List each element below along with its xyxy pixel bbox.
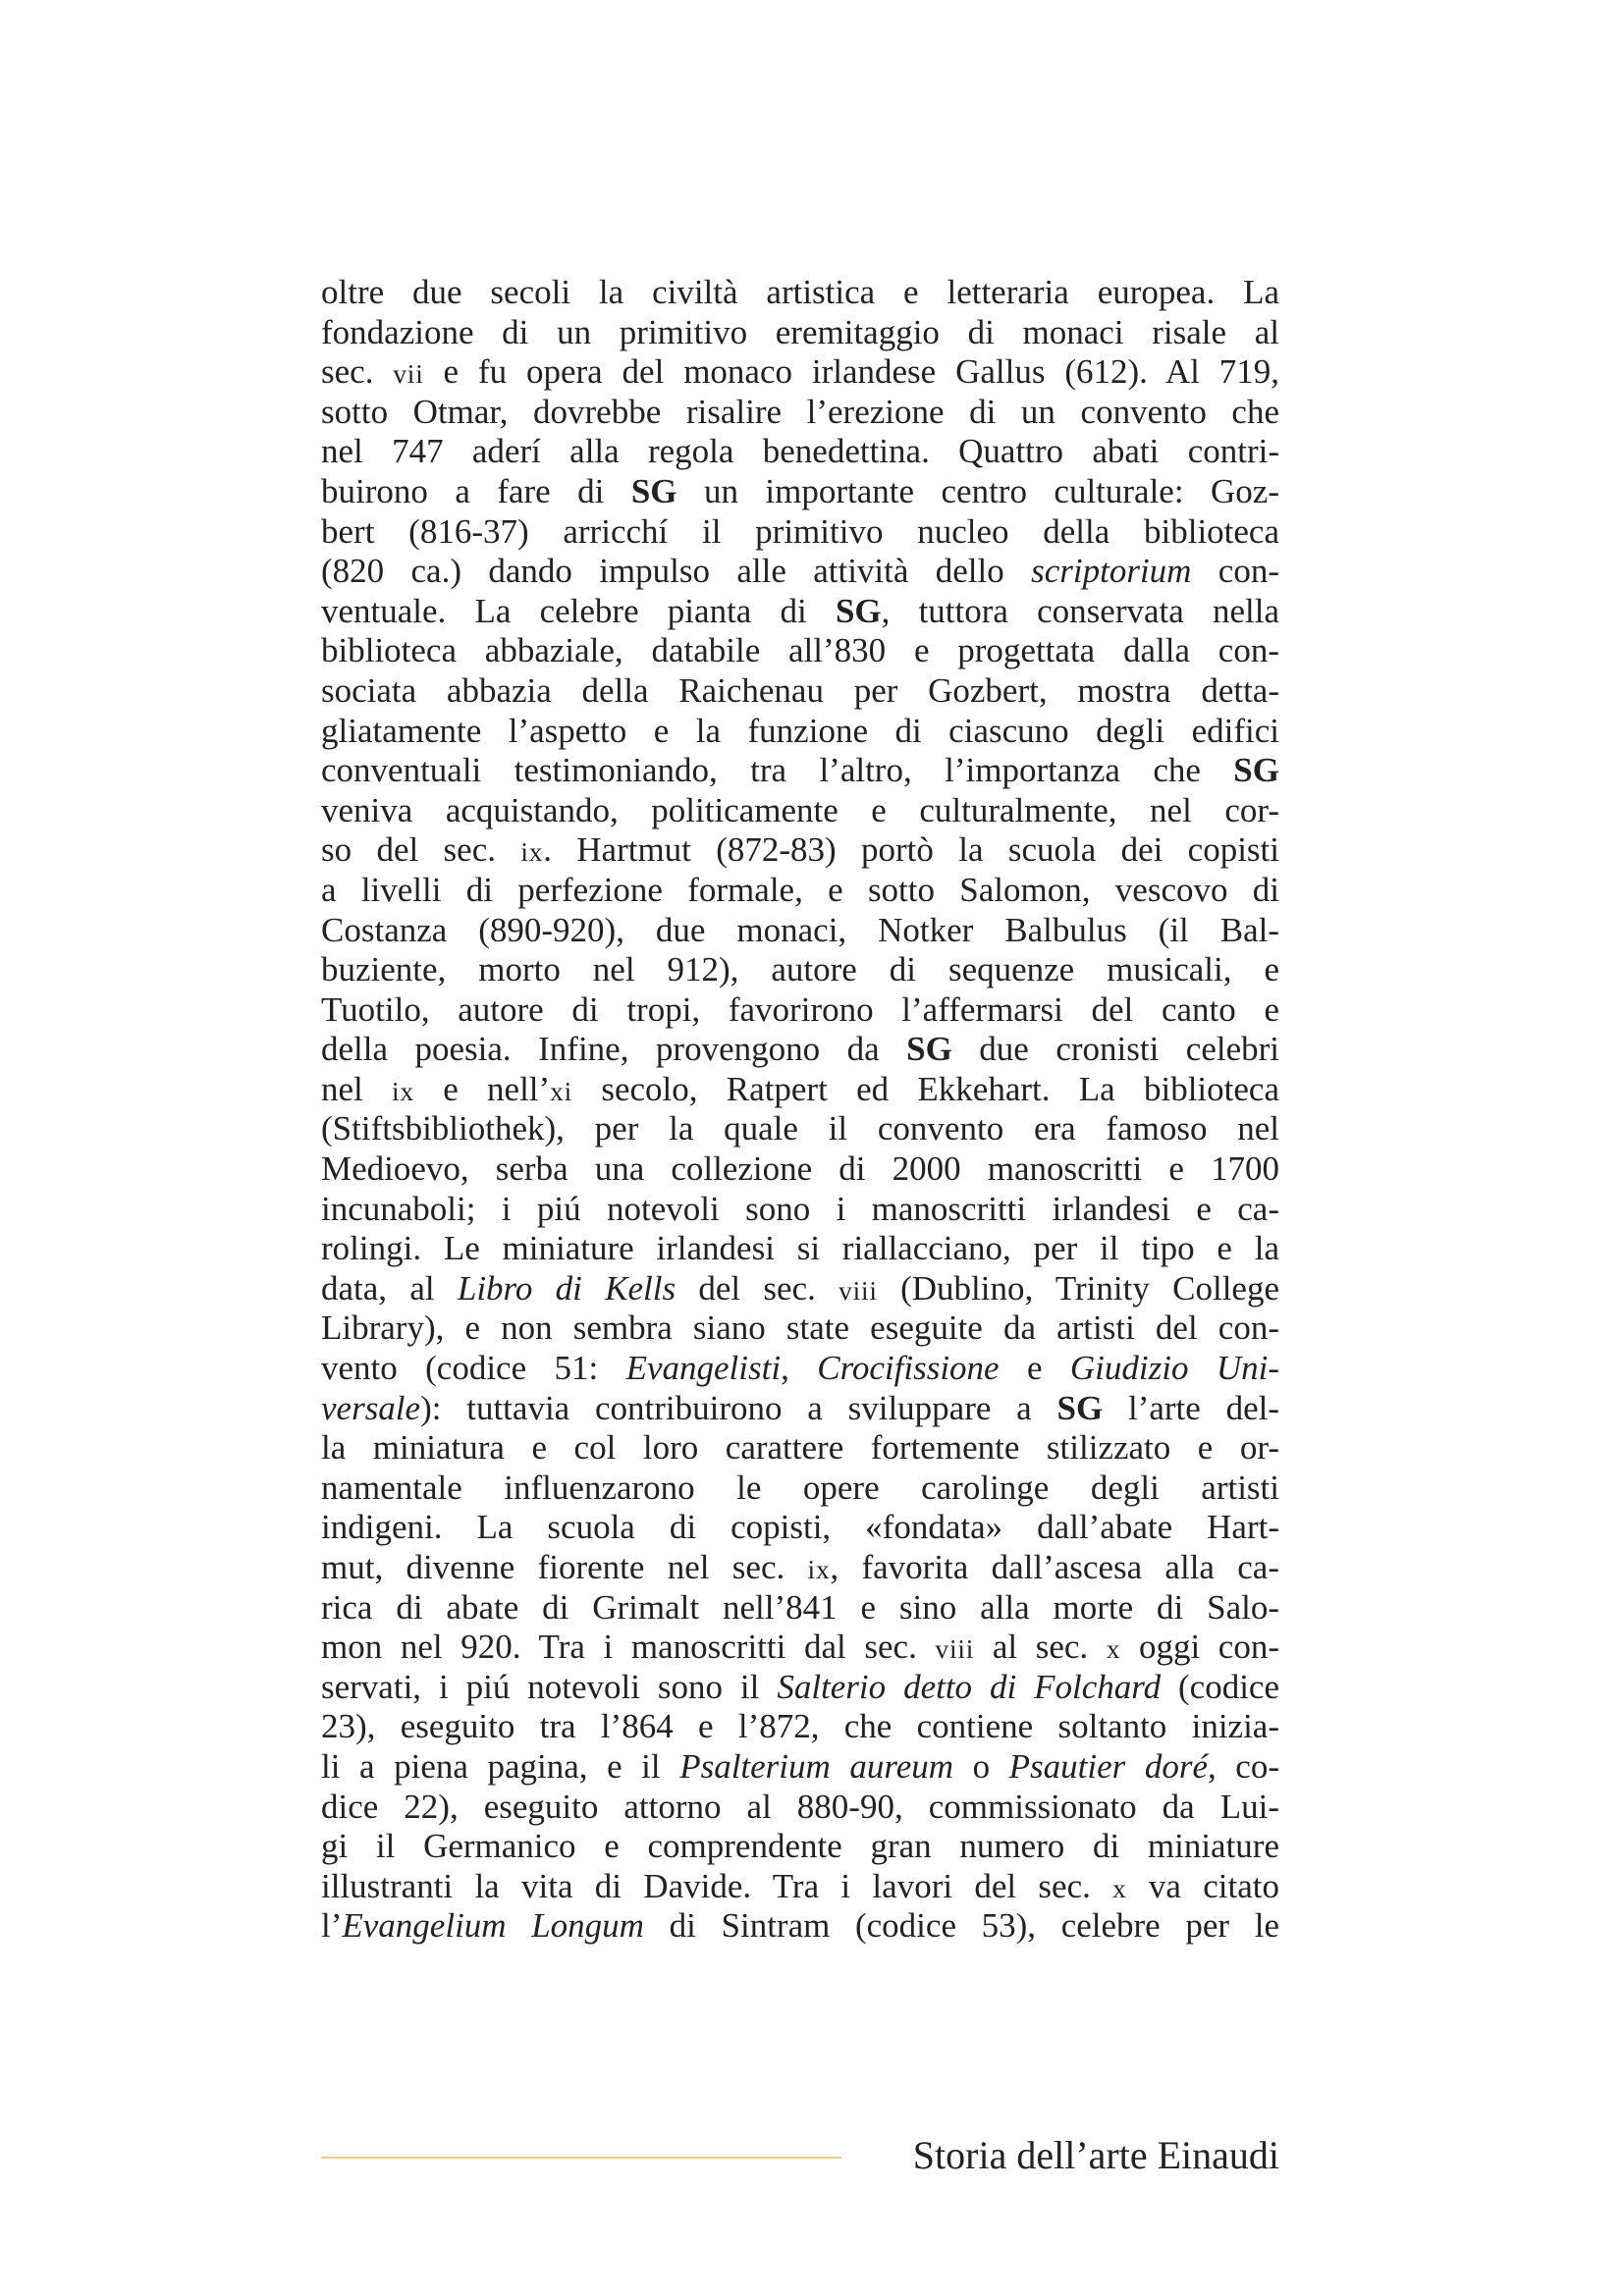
text-bold-abbrev: SG (1056, 1388, 1104, 1427)
footer-divider (321, 2157, 841, 2159)
text-line (321, 1428, 1279, 1468)
text-line (321, 871, 1279, 911)
text-italic-title: Crocifissione (817, 1349, 1000, 1388)
text-run: nel 747 aderí alla regola benedettina. Quattro abati contri- (321, 432, 1279, 471)
text-run: sotto Otmar, dovrebbe risalire l’erezione di un convento che (321, 392, 1279, 431)
text-line (321, 432, 1279, 472)
text-line (321, 393, 1279, 433)
text-run: (codice (1161, 1667, 1279, 1706)
text-bold-abbrev: SG (835, 591, 882, 630)
text-italic-title: Giudizio Uni- (1069, 1349, 1279, 1388)
footer-publication-title: Storia dell’arte Einaudi (912, 2133, 1279, 2177)
text-run: la miniatura e col loro carattere fortemente stilizzato e or- (321, 1428, 1279, 1468)
text-run: va citato (1126, 1866, 1279, 1905)
text-line (321, 352, 1279, 393)
text-line (321, 1229, 1279, 1269)
text-run: Tuotilo, autore di tropi, favorirono l’affermarsi del canto e (321, 989, 1279, 1029)
text-run: l’ (321, 1906, 343, 1946)
text-roman-numeral: ix (520, 837, 544, 868)
text-line (321, 273, 1279, 313)
text-line (321, 1588, 1279, 1629)
text-line (321, 1747, 1279, 1788)
text-line (321, 990, 1279, 1031)
text-bold-abbrev: SG (630, 471, 677, 510)
text-run: un importante centro culturale: Goz- (676, 471, 1279, 510)
text-run: incunaboli; i piú notevoli sono i manoscritti irlandesi e ca- (321, 1189, 1279, 1228)
text-run: del sec. (676, 1268, 839, 1308)
text-roman-numeral: viii (839, 1275, 878, 1306)
text-italic-title: Evangelium Longum (342, 1906, 644, 1946)
text-run: biblioteca abbaziale, databile all’830 e progettata dalla con- (321, 631, 1279, 670)
text-line (321, 1149, 1279, 1190)
text-line (321, 1468, 1279, 1509)
text-run: so del sec. (321, 830, 521, 870)
text-run: Medioevo, serba una collezione di 2000 manoscritti e 1700 (321, 1149, 1279, 1189)
text-run: li a piena pagina, e il (321, 1746, 680, 1786)
text-line (321, 911, 1279, 951)
body-text-column (321, 273, 1279, 1947)
text-run: di Sintram (codice 53), celebre per le (643, 1906, 1279, 1946)
text-line (321, 592, 1279, 632)
text-run: bert (816-37) arricchí il primitivo nucleo della biblioteca (321, 511, 1279, 551)
text-line (321, 1906, 1279, 1947)
text-run: , tuttora conservata nella (881, 591, 1279, 630)
text-run: ): tuttavia contribuirono a sviluppare a (420, 1388, 1057, 1427)
text-run: (Dublino, Trinity College (877, 1268, 1279, 1308)
text-italic-title: scriptorium (1031, 552, 1192, 591)
text-line (321, 1548, 1279, 1588)
text-line (321, 1628, 1279, 1668)
text-run: data, al (321, 1268, 458, 1308)
text-line (321, 1308, 1279, 1349)
text-line (321, 751, 1279, 791)
text-run: indigeni. La scuola di copisti, «fondata» dall’abate Hart- (321, 1508, 1279, 1547)
text-run: o (953, 1746, 1009, 1786)
text-run: e (999, 1349, 1070, 1388)
text-roman-numeral: vii (393, 359, 424, 390)
text-run: , co- (1207, 1746, 1279, 1786)
text-line (321, 1827, 1279, 1867)
text-line (321, 552, 1279, 592)
text-line (321, 1389, 1279, 1429)
text-run: e nell’ (413, 1069, 551, 1108)
text-run: Costanza (890-920), due monaci, Notker Balbulus (il Bal- (321, 910, 1279, 949)
text-line (321, 631, 1279, 671)
text-run: a livelli di perfezione formale, e sotto Salomon, vescovo di (321, 870, 1279, 909)
text-run: servati, i piú notevoli sono il (321, 1667, 778, 1706)
text-line (321, 712, 1279, 752)
text-line (321, 512, 1279, 553)
text-run: e fu opera del monaco irlandese Gallus (612). Al 719, (423, 352, 1279, 392)
text-run: fondazione di un primitivo eremitaggio di monaci risale al (321, 312, 1279, 351)
text-run: gliatamente l’aspetto e la funzione di ciascuno degli edifici (321, 711, 1279, 750)
text-run: sec. (321, 352, 394, 392)
text-run: illustranti la vita di Davide. Tra i lavori del sec. (321, 1866, 1113, 1905)
text-line (321, 830, 1279, 871)
text-bold-abbrev: SG (906, 1030, 952, 1069)
text-run: 23), eseguito tra l’864 e l’872, che contiene soltanto inizia- (321, 1707, 1279, 1746)
text-roman-numeral: x (1106, 1634, 1121, 1665)
text-line (321, 1030, 1279, 1070)
text-run: due cronisti celebri (951, 1030, 1279, 1069)
text-italic-title: Salterio detto di Folchard (777, 1667, 1162, 1706)
text-line (321, 1190, 1279, 1230)
text-run: mut, divenne fiorente nel sec. (321, 1548, 808, 1586)
text-run: , (781, 1349, 818, 1388)
text-line (321, 1668, 1279, 1708)
text-run: con- (1191, 552, 1279, 591)
text-run: oltre due secoli la civiltà artistica e letteraria europea. La (321, 273, 1279, 311)
text-line (321, 1788, 1279, 1828)
text-roman-numeral: ix (392, 1076, 414, 1106)
text-run: nel (321, 1069, 393, 1108)
text-roman-numeral: xi (550, 1076, 573, 1106)
text-run: secolo, Ratpert ed Ekkehart. La biblioteca (572, 1069, 1279, 1108)
text-run: . Hartmut (872-83) portò la scuola dei copisti (543, 830, 1279, 870)
text-line (321, 1269, 1279, 1309)
text-italic-title: Psalterium aureum (679, 1746, 954, 1786)
text-roman-numeral: viii (935, 1634, 975, 1665)
text-run: (820 ca.) dando impulso alle attività dello (321, 552, 1032, 591)
text-line (321, 472, 1279, 512)
text-run: , favorita dall’ascesa alla ca- (830, 1548, 1279, 1586)
text-italic-title: Libro di Kells (457, 1268, 676, 1308)
text-run: buziente, morto nel 912), autore di sequenze musicali, e (321, 950, 1279, 989)
text-run: sociata abbazia della Raichenau per Gozbert, mostra detta- (321, 670, 1279, 710)
text-line (321, 791, 1279, 831)
text-line (321, 950, 1279, 990)
text-run: rica di abate di Grimalt nell’841 e sino alla morte di Salo- (321, 1587, 1279, 1627)
text-run: rolingi. Le miniature irlandesi si riallacciano, per il tipo e la (321, 1229, 1279, 1268)
text-roman-numeral: ix (807, 1555, 831, 1584)
text-line (321, 1109, 1279, 1149)
text-run: conventuali testimoniando, tra l’altro, l’importanza che (321, 751, 1234, 790)
text-run: l’arte del- (1103, 1388, 1279, 1427)
text-run: (Stiftsbibliothek), per la quale il convento era famoso nel (321, 1109, 1279, 1148)
text-run: mon nel 920. Tra i manoscritti dal sec. (321, 1628, 936, 1667)
text-italic-title: Evangelisti (625, 1349, 782, 1388)
text-line (321, 671, 1279, 712)
text-italic-title: versale (321, 1388, 421, 1427)
text-italic-title: Psautier doré (1008, 1746, 1208, 1786)
text-bold-abbrev: SG (1233, 751, 1279, 790)
text-line (321, 1508, 1279, 1548)
text-run: buirono a fare di (321, 471, 631, 510)
text-run: namentale influenzarono le opere carolinge degli artisti (321, 1468, 1279, 1507)
text-line (321, 1349, 1279, 1389)
text-run: vento (codice 51: (321, 1349, 626, 1388)
text-line (321, 1707, 1279, 1747)
text-roman-numeral: x (1112, 1873, 1127, 1903)
text-run: gi il Germanico e comprendente gran numero di miniature (321, 1827, 1279, 1866)
text-line (321, 1867, 1279, 1907)
text-run: Library), e non sembra siano state eseguite da artisti del con- (321, 1308, 1279, 1348)
text-line (321, 313, 1279, 353)
text-run: oggi con- (1120, 1628, 1280, 1667)
text-run: ventuale. La celebre pianta di (321, 591, 836, 630)
text-run: veniva acquistando, politicamente e culturalmente, nel cor- (321, 790, 1279, 829)
text-run: della poesia. Infine, provengono da (321, 1030, 907, 1069)
text-line (321, 1070, 1279, 1110)
text-run: dice 22), eseguito attorno al 880-90, commissionato da Lui- (321, 1787, 1279, 1826)
text-run: al sec. (974, 1628, 1107, 1667)
